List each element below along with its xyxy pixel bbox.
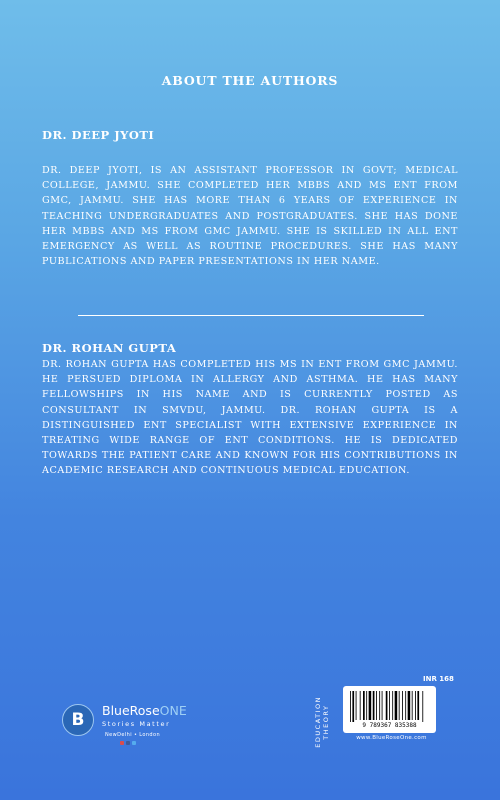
author-bio-rohan-gupta: DR. ROHAN GUPTA HAS COMPLETED HIS MS IN ENT FROM GMC JAMMU. HE PERSUED DIPLOMA IN ALLERGY AND ASTHMA. HE HAS MANY FELLOWSHIPS IN HIS NAME AND IS CURRENTLY POSTED AS CONSULTANT IN SMVDU, JAMMU. DR. ROHAN GUPTA IS A DISTINGUISHED ENT SPECIALIST WITH EXTENSIVE EXPERIENCE IN TREATING WIDE RANGE OF ENT CONDITIONS. HE IS DEDICATED TOWARDS THE PATIENT CARE AND KNOWN FOR HIS CONTRIBUTIONS IN ACADEMIC RESEARCH AND CONTINUOUS MEDICAL EDUCATION. xyxy=(42,359,458,477)
barcode-bar xyxy=(395,691,398,720)
social-icons xyxy=(120,741,136,745)
publisher-locations: NewDelhi • London xyxy=(105,732,161,738)
barcode-bar xyxy=(373,691,375,720)
publisher-name xyxy=(102,703,187,718)
book-category-text: EDUCATION THEORY xyxy=(314,696,330,748)
publisher-tagline: Stories Matter xyxy=(102,720,171,728)
barcode-bar xyxy=(363,691,365,720)
publisher-name-one: ONE xyxy=(159,703,187,718)
publisher-logo-mark: B xyxy=(62,704,94,736)
author-bio-deep-jyoti: DR. DEEP JYOTI, IS AN ASSISTANT PROFESSOR IN GOVT; MEDICAL COLLEGE, JAMMU. SHE COMPLETED HER MBBS AND MS ENT FROM GMC, JAMMU. SHE HAS MORE THAN 6 YEARS OF EXPERIENCE IN TEACHING UNDERGRADUATES AND POSTGRADUATES. SHE HAS DONE HER MBBS AND MS FROM GMC JAMMU. SHE IS SKILLED IN ALL ENT EMERGENCY AS WELL AS ROUTINE PROCEDURES. SHE HAS MANY PUBLICATIONS AND PAPER PRESENTATIONS IN HER NAME. xyxy=(42,165,458,268)
publisher-name-main: BlueRose xyxy=(102,703,160,718)
book-price: INR 168 xyxy=(423,675,454,683)
barcode-bars xyxy=(350,691,429,722)
twitter-icon xyxy=(132,741,136,745)
barcode-bar xyxy=(352,691,354,722)
barcode-bar xyxy=(412,691,413,720)
publisher-website: www.BlueRoseOne.com xyxy=(356,735,427,741)
barcode-bar xyxy=(379,691,380,720)
barcode-bar xyxy=(382,691,383,720)
barcode-bar xyxy=(350,691,351,722)
publisher-logo xyxy=(62,701,227,761)
barcode-bar xyxy=(402,691,403,720)
barcode-bar xyxy=(408,691,411,720)
barcode-bar xyxy=(376,691,377,720)
barcode-bar xyxy=(389,691,390,720)
facebook-icon xyxy=(126,741,130,745)
barcode xyxy=(343,686,436,733)
barcode-bar xyxy=(399,691,400,720)
section-divider xyxy=(78,315,424,316)
barcode-bar xyxy=(422,691,423,722)
author-name-rohan-gupta: DR. ROHAN GUPTA xyxy=(42,341,177,355)
book-category xyxy=(312,687,332,757)
author-name-deep-jyoti: DR. DEEP JYOTI xyxy=(42,128,155,142)
barcode-bar xyxy=(417,691,419,720)
barcode-bar xyxy=(369,691,372,720)
barcode-bar xyxy=(366,691,367,720)
barcode-bar xyxy=(405,691,406,720)
barcode-bar xyxy=(360,691,361,720)
isbn-number: 9 789367 835388 xyxy=(362,722,417,729)
barcode-bar xyxy=(415,691,416,720)
barcode-bar xyxy=(392,691,393,720)
page-title: ABOUT THE AUTHORS xyxy=(161,73,339,88)
barcode-bar xyxy=(386,691,388,720)
barcode-bar xyxy=(356,691,357,720)
youtube-icon xyxy=(120,741,124,745)
